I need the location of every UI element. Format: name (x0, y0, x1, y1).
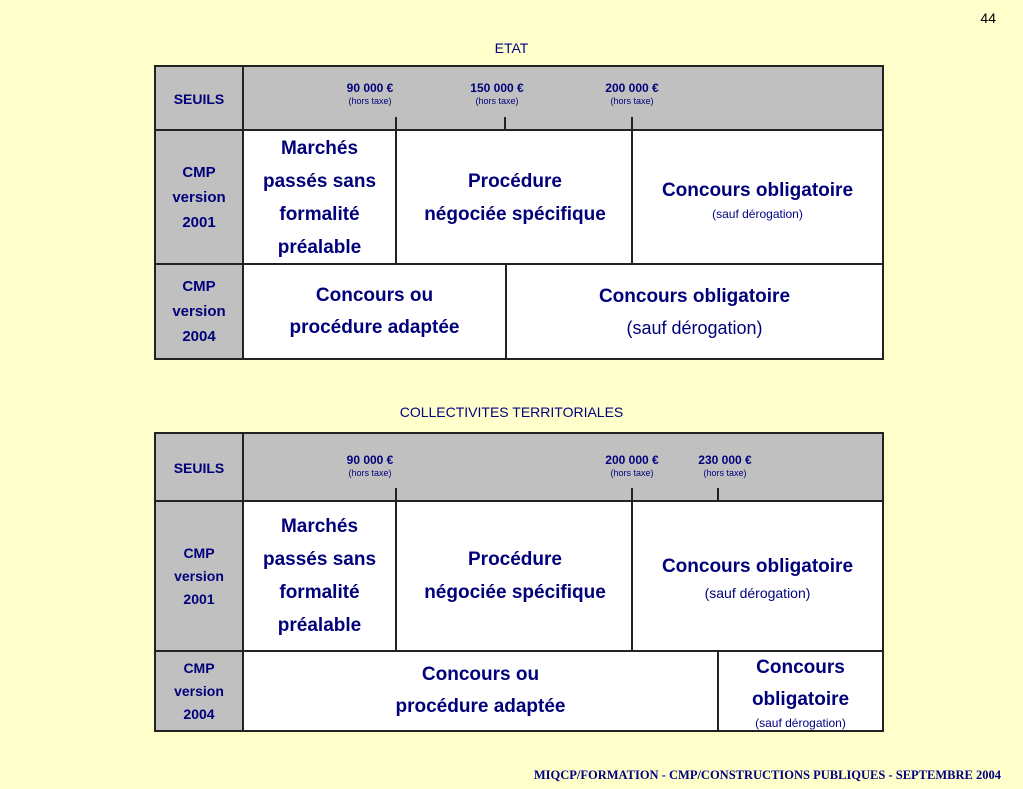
etat-threshold-2: 150 000 € (hors taxe) (470, 81, 524, 106)
ct-seuils-cell: SEUILS (156, 434, 242, 501)
ct-threshold-3: 230 000 € (hors taxe) (698, 453, 752, 478)
ct-2004-procedure-adaptee: Concours ou procédure adaptée (244, 652, 717, 730)
collectivites-table (154, 432, 884, 732)
etat-threshold-3: 200 000 € (hors taxe) (605, 81, 659, 106)
etat-2004-procedure-adaptee: Concours ou procédure adaptée (244, 265, 505, 358)
collectivites-title: COLLECTIVITES TERRITORIALES (399, 404, 624, 420)
etat-2001-marches-sans-formalite: Marchés passés sans formalité préalable (242, 131, 397, 264)
etat-title: ETAT (494, 40, 529, 56)
etat-2001-concours-obligatoire: Concours obligatoire (sauf dérogation) (633, 131, 882, 264)
footer: MIQCP/FORMATION - CMP/CONSTRUCTIONS PUBLIQUES - SEPTEMBRE 2004 (533, 768, 1001, 782)
etat-2001-procedure-negociee: Procédure négociée spécifique (397, 131, 633, 264)
etat-table (154, 65, 884, 360)
seuils-label: SEUILS (173, 90, 225, 107)
etat-2004-concours-obligatoire: Concours obligatoire (sauf dérogation) (507, 265, 882, 358)
page-number: 44 (980, 10, 996, 26)
ct-2004-concours-obligatoire: Concours obligatoire (sauf dérogation) (719, 652, 882, 730)
ct-threshold-2: 200 000 € (hors taxe) (605, 453, 659, 478)
etat-threshold-1: 90 000 € (hors taxe) (346, 81, 394, 106)
ct-2001-procedure-negociee: Procédure négociée spécifique (397, 502, 633, 650)
ct-threshold-1: 90 000 € (hors taxe) (346, 453, 394, 478)
etat-row-2004-head: CMP version 2004 (156, 265, 242, 358)
ct-row-2004-head: CMP version 2004 (156, 652, 242, 730)
ct-2001-concours-obligatoire: Concours obligatoire (sauf dérogation) (633, 502, 882, 650)
etat-row-2001-head: CMP version 2001 (156, 131, 242, 264)
ct-2001-marches-sans-formalite: Marchés passés sans formalité préalable (242, 502, 397, 650)
etat-seuils-cell (156, 67, 242, 130)
ct-row-2001-head: CMP version 2001 (156, 502, 242, 650)
